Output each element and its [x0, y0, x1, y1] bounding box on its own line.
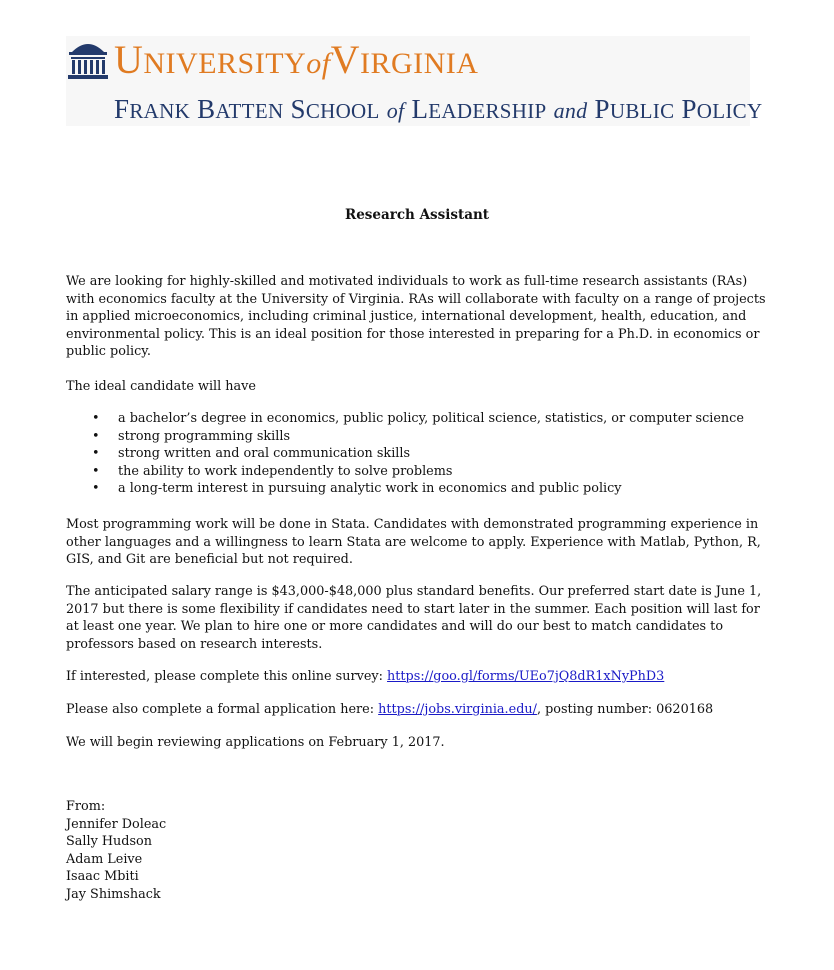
review-date-line: We will begin reviewing applications on February 1, 2017. — [66, 735, 445, 750]
letterhead — [66, 36, 763, 126]
intro-paragraph: We are looking for highly-skilled and motivated individuals to work as full-time research assistants (RAs) with economics faculty at the University of Virginia. RAs will collaborate with faculty on a range of projects in applied microeconomics, including criminal justice, international development, health, education, and environmental policy. This is an ideal position for those interested in preparing for a Ph.D. in economics or public policy. — [66, 274, 766, 360]
university-name: UNIVERSITYofVIRGINIA — [114, 37, 479, 82]
application-link[interactable]: https://jobs.virginia.edu/ — [378, 702, 537, 717]
signature-block — [66, 798, 766, 904]
requirement-item: • a bachelor’s degree in economics, public policy, political science, statistics, or computer science — [92, 411, 744, 426]
from-label: From: — [66, 799, 106, 814]
school-name: FRANK BATTEN SCHOOL of LEADERSHIP and PUBLIC POLICY — [114, 94, 763, 124]
programming-paragraph: Most programming work will be done in Stata. Candidates with demonstrated programming experience in other languages and a willingness to learn Stata are welcome to apply. Experience with Matlab, Python, R, GIS, and Git are beneficial but not required. — [66, 517, 761, 568]
signer-name: Jay Shimshack — [66, 886, 161, 902]
survey-line: If interested, please complete this online survey: https://goo.gl/forms/UEo7jQ8dR1xNyPhD3 — [66, 669, 665, 684]
signer-name: Adam Leive — [66, 851, 143, 867]
bullet-icon: • — [92, 411, 100, 426]
bullet-icon: • — [92, 446, 100, 462]
bullet-icon: • — [92, 481, 100, 497]
signer-name: Sally Hudson — [66, 834, 152, 850]
bullet-icon: • — [92, 463, 100, 479]
signer-name: Isaac Mbiti — [66, 869, 139, 885]
requirements-list — [92, 410, 772, 498]
document-title: Research Assistant — [344, 207, 490, 223]
requirement-item: • strong programming skills — [92, 428, 291, 444]
bullet-icon: • — [92, 428, 100, 444]
requirement-item: • a long-term interest in pursuing analytic work in economics and public policy — [92, 481, 622, 497]
requirement-item: • strong written and oral communication skills — [92, 446, 411, 462]
requirement-item: • the ability to work independently to solve problems — [92, 463, 453, 479]
signer-name: Jennifer Doleac — [66, 816, 167, 832]
application-line: Please also complete a formal application here: https://jobs.virginia.edu/, posting number: 0620168 — [66, 702, 714, 717]
survey-link[interactable]: https://goo.gl/forms/UEo7jQ8dR1xNyPhD3 — [387, 669, 665, 684]
salary-paragraph: The anticipated salary range is $43,000-$48,000 plus standard benefits. Our preferred start date is June 1, 2017 but there is some flexibility if candidates need to start later in the summer. Each position will last for at least one year. We plan to hire one or more candidates and will do our best to match candidates to professors based on research interests. — [66, 584, 762, 652]
ideal-candidate-lead: The ideal candidate will have — [66, 379, 256, 394]
rotunda-icon — [66, 38, 110, 80]
